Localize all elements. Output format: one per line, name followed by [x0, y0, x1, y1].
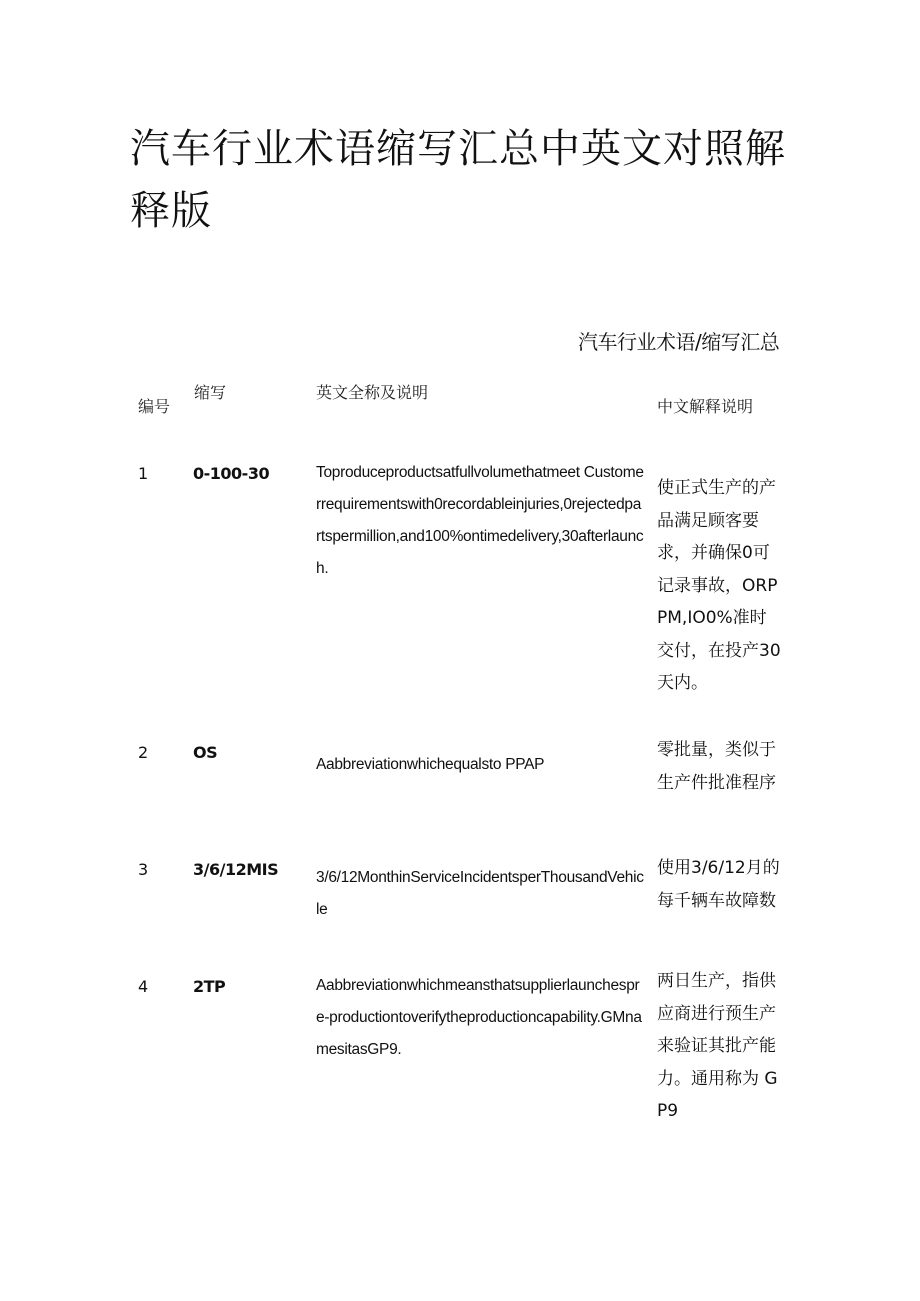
row-chinese: 零批量，类似于生产件批准程序 [657, 740, 776, 793]
row-english: 3/6/12MonthinServiceIncidentsperThousandVehicle [316, 869, 644, 918]
row-chinese: 使用3/6/12月的每千辆车故障数 [657, 858, 780, 911]
header-chinese: 中文解释说明 [657, 397, 754, 416]
header-number: 编号 [138, 397, 171, 416]
row-english: Aabbreviationwhichequalsto PPAP [316, 756, 545, 773]
document-title: 汽车行业术语缩写汇总中英文对照解释版 [130, 126, 786, 234]
row-chinese: 两日生产，指供应商进行预生产来验证其批产能力。通用称为 GP9 [657, 971, 778, 1121]
header-abbreviation: 缩写 [194, 383, 227, 402]
row-abbreviation: 2TP [193, 977, 226, 996]
row-abbreviation: OS [193, 743, 218, 762]
header-english: 英文全称及说明 [316, 383, 429, 402]
row-number: 1 [138, 464, 149, 483]
row-number: 2 [138, 743, 149, 762]
row-english: Toproduceproductsatfullvolumethatmeet Customerrequirementswith0recordableinjuries,0rejectedpartspermillion,and100%ontimedelivery,30afterlaunch. [316, 464, 644, 577]
row-english: Aabbreviationwhichmeansthatsupplierlaunchespre-productiontoverifytheproductioncapability.GMnamesitasGP9. [316, 977, 642, 1058]
row-number: 4 [138, 977, 149, 996]
row-abbreviation: 3/6/12MIS [193, 860, 279, 879]
table-caption: 汽车行业术语/缩写汇总 [578, 330, 780, 354]
row-chinese: 使正式生产的产品满足顾客要求，并确保0可记录事故，ORPPM,IO0%准时交付，在投产30天内。 [657, 478, 781, 693]
row-number: 3 [138, 860, 149, 879]
row-abbreviation: 0-100-30 [193, 464, 270, 483]
